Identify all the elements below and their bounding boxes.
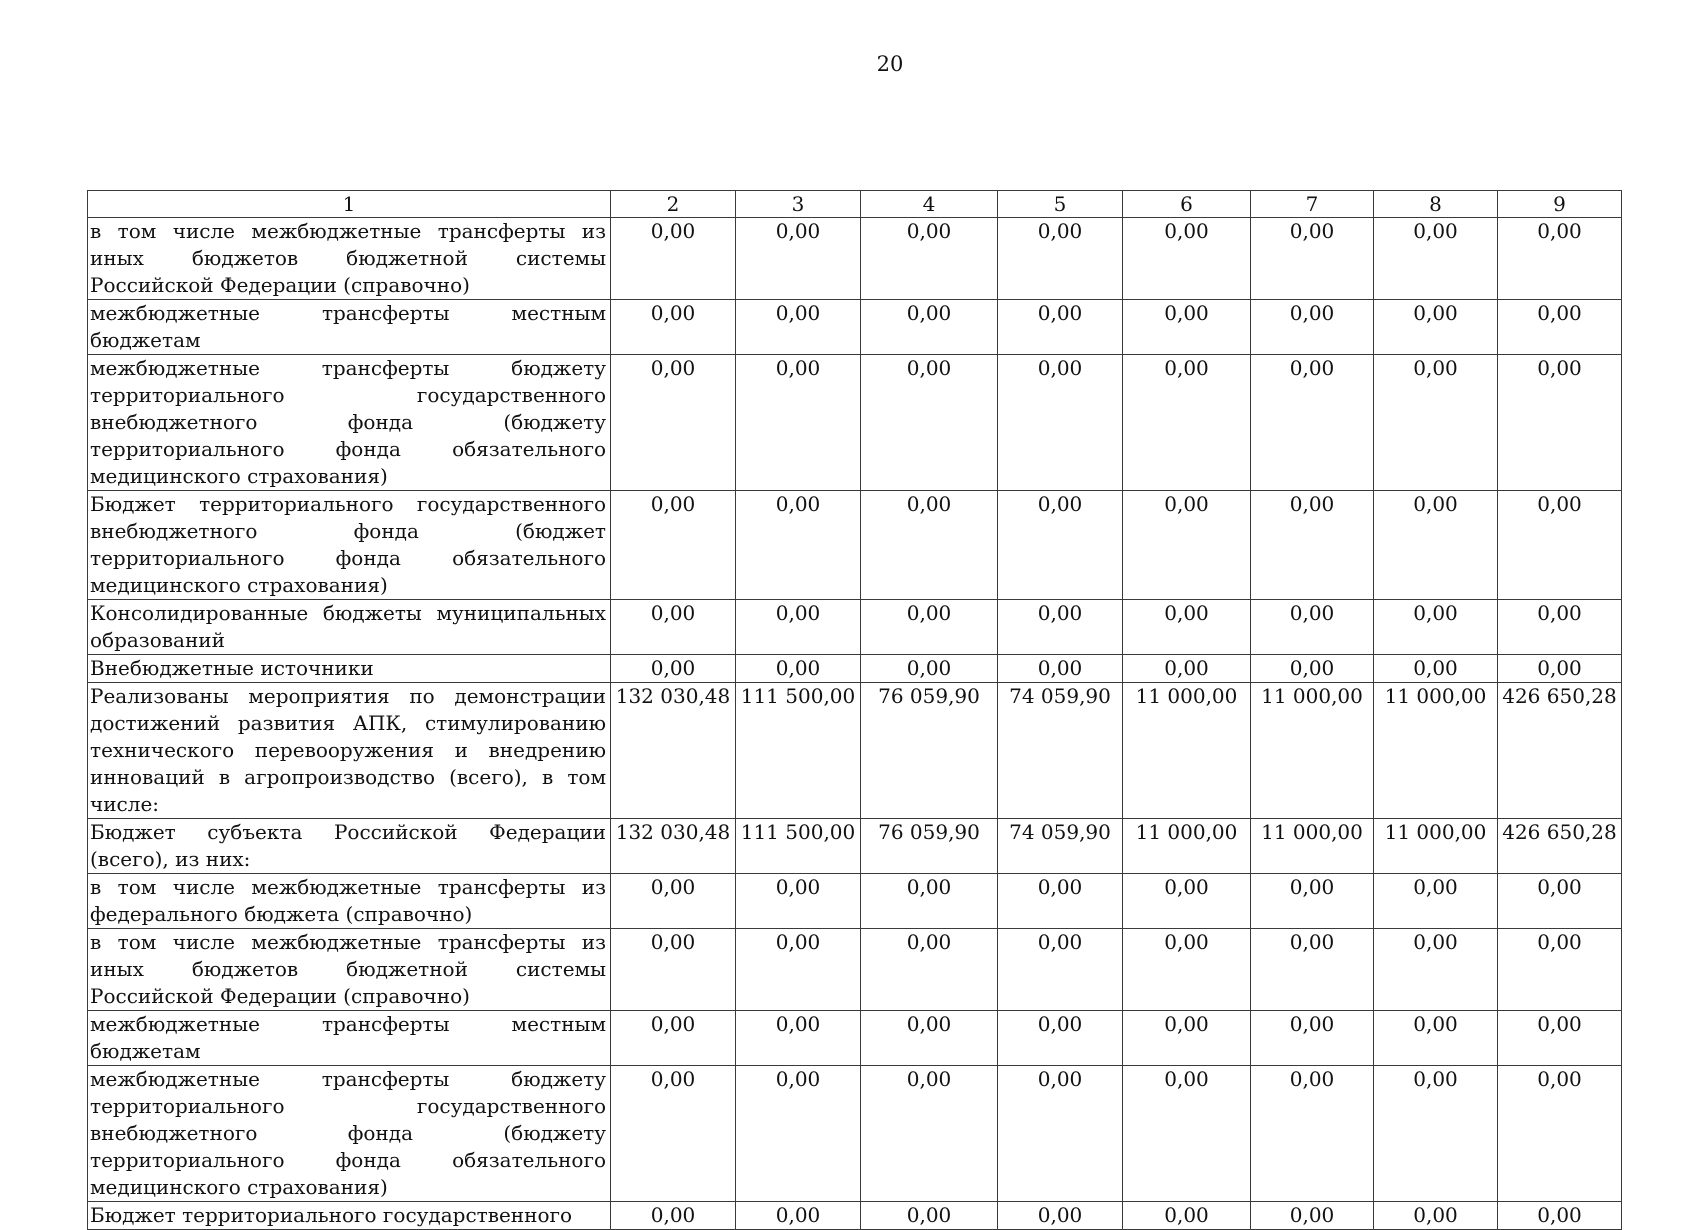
value-cell: 0,00 <box>1123 491 1251 600</box>
table-row <box>88 929 1622 1011</box>
value-cell: 426 650,28 <box>1498 683 1622 819</box>
value-cell: 0,00 <box>736 874 861 929</box>
value-cell: 0,00 <box>998 218 1123 300</box>
value-cell: 11 000,00 <box>1374 819 1498 874</box>
value-cell: 0,00 <box>1498 355 1622 491</box>
value-cell: 0,00 <box>1498 491 1622 600</box>
value-cell: 0,00 <box>998 600 1123 655</box>
value-cell: 0,00 <box>998 874 1123 929</box>
budget-table <box>87 190 1622 1230</box>
value-cell: 0,00 <box>611 218 736 300</box>
value-cell: 0,00 <box>1374 1066 1498 1202</box>
column-header-5: 5 <box>998 191 1123 218</box>
value-cell: 0,00 <box>1123 1011 1251 1066</box>
table-row <box>88 819 1622 874</box>
column-header-8: 8 <box>1374 191 1498 218</box>
value-cell: 0,00 <box>736 300 861 355</box>
value-cell: 0,00 <box>1251 491 1374 600</box>
column-header-6: 6 <box>1123 191 1251 218</box>
value-cell: 426 650,28 <box>1498 819 1622 874</box>
value-cell: 0,00 <box>736 355 861 491</box>
value-cell: 0,00 <box>998 1011 1123 1066</box>
row-label: Бюджет территориального государственного <box>88 1202 611 1230</box>
value-cell: 0,00 <box>861 1011 998 1066</box>
value-cell: 0,00 <box>861 929 998 1011</box>
row-label: Внебюджетные источники <box>88 655 611 683</box>
value-cell: 132 030,48 <box>611 819 736 874</box>
value-cell: 0,00 <box>1498 1066 1622 1202</box>
value-cell: 0,00 <box>1374 655 1498 683</box>
value-cell: 0,00 <box>861 491 998 600</box>
column-header-3: 3 <box>736 191 861 218</box>
value-cell: 0,00 <box>1251 874 1374 929</box>
value-cell: 0,00 <box>611 1202 736 1230</box>
row-label: Реализованы мероприятия по демонстрации достижений развития АПК, стимулированию технического перевооружения и внедрению инноваций в агропроизводство (всего), в том числе: <box>88 683 611 819</box>
value-cell: 0,00 <box>998 355 1123 491</box>
value-cell: 0,00 <box>1374 874 1498 929</box>
value-cell: 0,00 <box>1251 929 1374 1011</box>
row-label: межбюджетные трансферты местным бюджетам <box>88 1011 611 1066</box>
value-cell: 0,00 <box>861 1066 998 1202</box>
value-cell: 0,00 <box>1374 1202 1498 1230</box>
value-cell: 0,00 <box>861 655 998 683</box>
header-row <box>88 191 1622 218</box>
value-cell: 0,00 <box>736 491 861 600</box>
value-cell: 0,00 <box>611 655 736 683</box>
value-cell: 0,00 <box>736 1202 861 1230</box>
value-cell: 111 500,00 <box>736 683 861 819</box>
value-cell: 0,00 <box>1374 491 1498 600</box>
value-cell: 0,00 <box>736 655 861 683</box>
value-cell: 0,00 <box>1374 218 1498 300</box>
value-cell: 0,00 <box>998 491 1123 600</box>
value-cell: 132 030,48 <box>611 683 736 819</box>
value-cell: 0,00 <box>1123 929 1251 1011</box>
table-row <box>88 1066 1622 1202</box>
row-label: Бюджет территориального государственного внебюджетного фонда (бюджет территориального фонда обязательного медицинского страхования) <box>88 491 611 600</box>
value-cell: 111 500,00 <box>736 819 861 874</box>
value-cell: 0,00 <box>1374 355 1498 491</box>
table-row <box>88 300 1622 355</box>
value-cell: 11 000,00 <box>1251 819 1374 874</box>
value-cell: 0,00 <box>1251 655 1374 683</box>
value-cell: 0,00 <box>611 929 736 1011</box>
value-cell: 0,00 <box>611 874 736 929</box>
value-cell: 0,00 <box>861 355 998 491</box>
value-cell: 0,00 <box>611 600 736 655</box>
value-cell: 74 059,90 <box>998 683 1123 819</box>
value-cell: 0,00 <box>1251 300 1374 355</box>
value-cell: 0,00 <box>1498 874 1622 929</box>
value-cell: 0,00 <box>1498 218 1622 300</box>
value-cell: 0,00 <box>861 1202 998 1230</box>
value-cell: 0,00 <box>1374 600 1498 655</box>
value-cell: 0,00 <box>1123 1202 1251 1230</box>
row-label: в том числе межбюджетные трансферты из иных бюджетов бюджетной системы Российской Федерации (справочно) <box>88 929 611 1011</box>
table-row <box>88 1202 1622 1230</box>
value-cell: 0,00 <box>861 600 998 655</box>
value-cell: 0,00 <box>736 1066 861 1202</box>
value-cell: 0,00 <box>611 1066 736 1202</box>
value-cell: 0,00 <box>1498 1202 1622 1230</box>
column-header-9: 9 <box>1498 191 1622 218</box>
value-cell: 0,00 <box>998 1066 1123 1202</box>
value-cell: 0,00 <box>861 218 998 300</box>
value-cell: 0,00 <box>998 929 1123 1011</box>
value-cell: 11 000,00 <box>1374 683 1498 819</box>
value-cell: 0,00 <box>998 300 1123 355</box>
table-row <box>88 1011 1622 1066</box>
value-cell: 0,00 <box>1123 600 1251 655</box>
value-cell: 0,00 <box>1374 300 1498 355</box>
value-cell: 0,00 <box>998 655 1123 683</box>
value-cell: 0,00 <box>1251 1202 1374 1230</box>
value-cell: 0,00 <box>1123 355 1251 491</box>
table-row <box>88 874 1622 929</box>
value-cell: 0,00 <box>1251 600 1374 655</box>
value-cell: 11 000,00 <box>1251 683 1374 819</box>
column-header-2: 2 <box>611 191 736 218</box>
value-cell: 0,00 <box>1374 929 1498 1011</box>
value-cell: 0,00 <box>1123 874 1251 929</box>
row-label: в том числе межбюджетные трансферты из иных бюджетов бюджетной системы Российской Федерации (справочно) <box>88 218 611 300</box>
column-header-4: 4 <box>861 191 998 218</box>
table-row <box>88 355 1622 491</box>
table-row <box>88 600 1622 655</box>
value-cell: 0,00 <box>1123 218 1251 300</box>
value-cell: 0,00 <box>1498 300 1622 355</box>
value-cell: 0,00 <box>998 1202 1123 1230</box>
value-cell: 11 000,00 <box>1123 819 1251 874</box>
row-label: межбюджетные трансферты бюджету территориального государственного внебюджетного фонда (бюджету территориального фонда обязательного медицинского страхования) <box>88 355 611 491</box>
value-cell: 0,00 <box>736 600 861 655</box>
value-cell: 0,00 <box>736 929 861 1011</box>
value-cell: 0,00 <box>736 1011 861 1066</box>
value-cell: 74 059,90 <box>998 819 1123 874</box>
row-label: Консолидированные бюджеты муниципальных образований <box>88 600 611 655</box>
table-body <box>88 191 1622 1230</box>
value-cell: 0,00 <box>1498 929 1622 1011</box>
value-cell: 0,00 <box>1251 1066 1374 1202</box>
row-label: в том числе межбюджетные трансферты из федерального бюджета (справочно) <box>88 874 611 929</box>
column-header-1: 1 <box>88 191 611 218</box>
value-cell: 0,00 <box>736 218 861 300</box>
value-cell: 0,00 <box>1498 655 1622 683</box>
value-cell: 0,00 <box>1251 218 1374 300</box>
table-row <box>88 655 1622 683</box>
value-cell: 0,00 <box>611 355 736 491</box>
value-cell: 0,00 <box>611 300 736 355</box>
value-cell: 76 059,90 <box>861 819 998 874</box>
value-cell: 0,00 <box>1251 355 1374 491</box>
value-cell: 76 059,90 <box>861 683 998 819</box>
column-header-7: 7 <box>1251 191 1374 218</box>
value-cell: 0,00 <box>1123 1066 1251 1202</box>
table-row <box>88 683 1622 819</box>
value-cell: 11 000,00 <box>1123 683 1251 819</box>
value-cell: 0,00 <box>1123 300 1251 355</box>
table-row <box>88 218 1622 300</box>
row-label: межбюджетные трансферты бюджету территориального государственного внебюджетного фонда (бюджету территориального фонда обязательного медицинского страхования) <box>88 1066 611 1202</box>
table-row <box>88 491 1622 600</box>
value-cell: 0,00 <box>861 300 998 355</box>
value-cell: 0,00 <box>1498 600 1622 655</box>
value-cell: 0,00 <box>1123 655 1251 683</box>
value-cell: 0,00 <box>861 874 998 929</box>
row-label: межбюджетные трансферты местным бюджетам <box>88 300 611 355</box>
value-cell: 0,00 <box>611 1011 736 1066</box>
value-cell: 0,00 <box>1498 1011 1622 1066</box>
value-cell: 0,00 <box>1374 1011 1498 1066</box>
row-label: Бюджет субъекта Российской Федерации (всего), из них: <box>88 819 611 874</box>
value-cell: 0,00 <box>611 491 736 600</box>
value-cell: 0,00 <box>1251 1011 1374 1066</box>
page-number: 20 <box>876 52 904 76</box>
